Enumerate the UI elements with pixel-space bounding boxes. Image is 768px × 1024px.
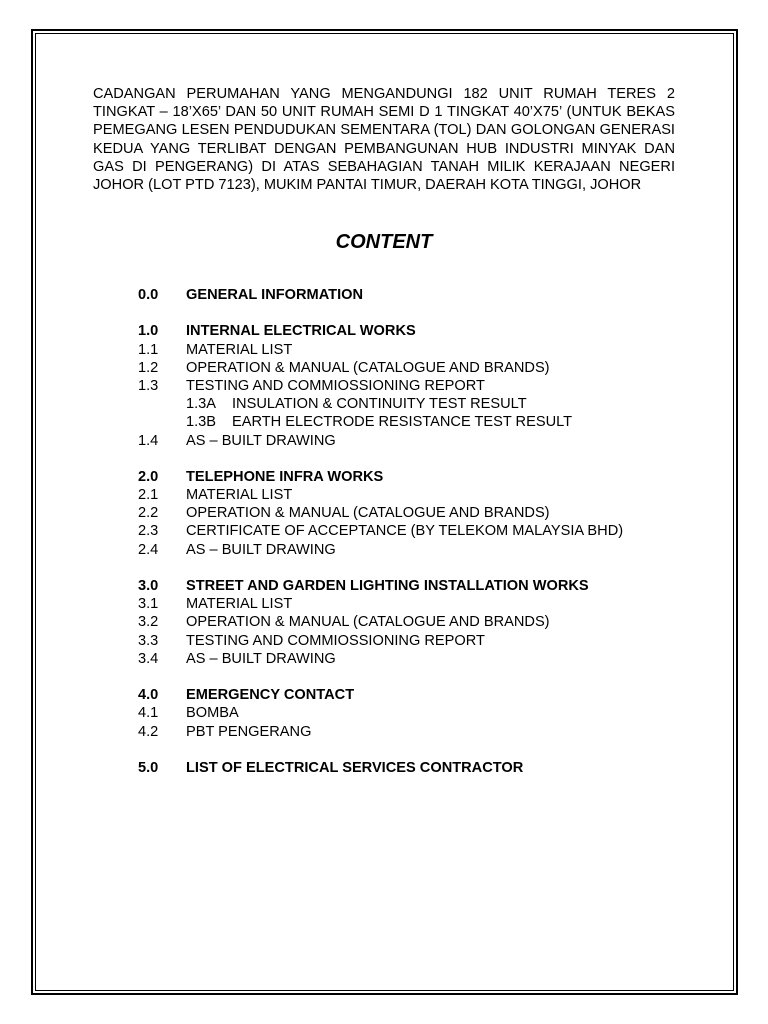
item-number: 2.3 <box>138 523 159 540</box>
item-title: MATERIAL LIST <box>186 596 293 613</box>
section-number: 1.0 <box>138 323 159 340</box>
item-number: 3.1 <box>138 596 159 613</box>
item-title: AS – BUILT DRAWING <box>186 541 336 558</box>
item-number: 3.3 <box>138 632 159 649</box>
toc-item <box>138 632 698 650</box>
item-title: PBT PENGERANG <box>186 723 312 740</box>
toc-subitem <box>138 413 698 431</box>
subitem-title: EARTH ELECTRODE RESISTANCE TEST RESULT <box>232 414 573 431</box>
item-title: AS – BUILT DRAWING <box>186 650 336 667</box>
item-number: 2.2 <box>138 505 159 522</box>
section-title: INTERNAL ELECTRICAL WORKS <box>186 323 416 340</box>
item-title: OPERATION & MANUAL (CATALOGUE AND BRANDS) <box>186 505 550 522</box>
item-number <box>138 395 186 413</box>
item-number: 1.1 <box>138 341 159 358</box>
subitem-number: 1.3B <box>186 414 217 431</box>
section-number: 2.0 <box>138 468 159 485</box>
item-number <box>138 413 186 431</box>
section-number: 4.0 <box>138 687 159 704</box>
toc-section-4 <box>138 686 698 704</box>
section-title: STREET AND GARDEN LIGHTING INSTALLATION WORKS <box>186 578 589 594</box>
section-title: GENERAL INFORMATION <box>186 287 364 303</box>
toc-item <box>138 504 698 522</box>
toc-item <box>138 341 698 359</box>
section-number: 0.0 <box>138 287 159 303</box>
toc-item <box>138 359 698 377</box>
item-number: 4.1 <box>138 705 159 722</box>
toc-item <box>138 723 698 741</box>
item-number: 2.1 <box>138 487 159 504</box>
toc-item <box>138 432 698 450</box>
toc-item <box>138 486 698 504</box>
item-number: 3.4 <box>138 650 159 667</box>
item-number: 1.4 <box>138 432 159 449</box>
toc-item <box>138 522 698 540</box>
section-number: 5.0 <box>138 759 159 776</box>
toc-section-0 <box>138 286 698 304</box>
toc-section-3 <box>138 577 698 595</box>
item-title: AS – BUILT DRAWING <box>186 432 336 449</box>
section-title: EMERGENCY CONTACT <box>186 687 355 704</box>
toc-item <box>138 541 698 559</box>
item-number: 2.4 <box>138 541 159 558</box>
item-title: TESTING AND COMMIOSSIONING REPORT <box>186 377 485 394</box>
item-title: BOMBA <box>186 705 239 722</box>
item-title: MATERIAL LIST <box>186 341 293 358</box>
item-number: 3.2 <box>138 614 159 631</box>
toc-item <box>138 613 698 631</box>
item-title: MATERIAL LIST <box>186 487 293 504</box>
toc-item <box>138 595 698 613</box>
content-heading: CONTENT <box>335 231 433 253</box>
section-title: LIST OF ELECTRICAL SERVICES CONTRACTOR <box>186 759 524 776</box>
item-title: CERTIFICATE OF ACCEPTANCE (BY TELEKOM MALAYSIA BHD) <box>186 523 624 540</box>
table-of-contents <box>138 286 698 777</box>
item-title: OPERATION & MANUAL (CATALOGUE AND BRANDS) <box>186 614 550 631</box>
item-title: TESTING AND COMMIOSSIONING REPORT <box>186 632 485 649</box>
subitem-number: 1.3A <box>186 396 217 413</box>
item-number: 1.2 <box>138 359 159 376</box>
project-title-paragraph: CADANGAN PERUMAHAN YANG MENGANDUNGI 182 UNIT RUMAH TERES 2 TINGKAT – 18’X65’ DAN 50 UNIT RUMAH SEMI D 1 TINGKAT 40’X75’ (UNTUK BEKAS PEMEGANG LESEN PENDUDUKAN SEMENTARA (TOL) DAN GOLONGAN GENERASI KEDUA YANG TERLIBAT DENGAN PEMBANGUNAN HUB INDUSTRI MINYAK DAN GAS DI PENGERANG) DI ATAS SEBAHAGIAN TANAH MILIK KERAJAAN NEGERI JOHOR (LOT PTD 7123), MUKIM PANTAI TIMUR, DAERAH KOTA TINGGI, JOHOR <box>93 86 675 194</box>
toc-item <box>138 377 698 395</box>
toc-section-1 <box>138 322 698 340</box>
section-number: 3.0 <box>138 578 159 594</box>
toc-item <box>138 650 698 668</box>
toc-section-2 <box>138 468 698 486</box>
section-title: TELEPHONE INFRA WORKS <box>186 468 384 485</box>
item-number: 4.2 <box>138 723 159 740</box>
item-title: OPERATION & MANUAL (CATALOGUE AND BRANDS) <box>186 359 550 376</box>
toc-section-5 <box>138 759 698 777</box>
toc-subitem <box>138 395 698 413</box>
item-number: 1.3 <box>138 377 159 394</box>
toc-item <box>138 704 698 722</box>
subitem-title: INSULATION & CONTINUITY TEST RESULT <box>232 396 527 413</box>
